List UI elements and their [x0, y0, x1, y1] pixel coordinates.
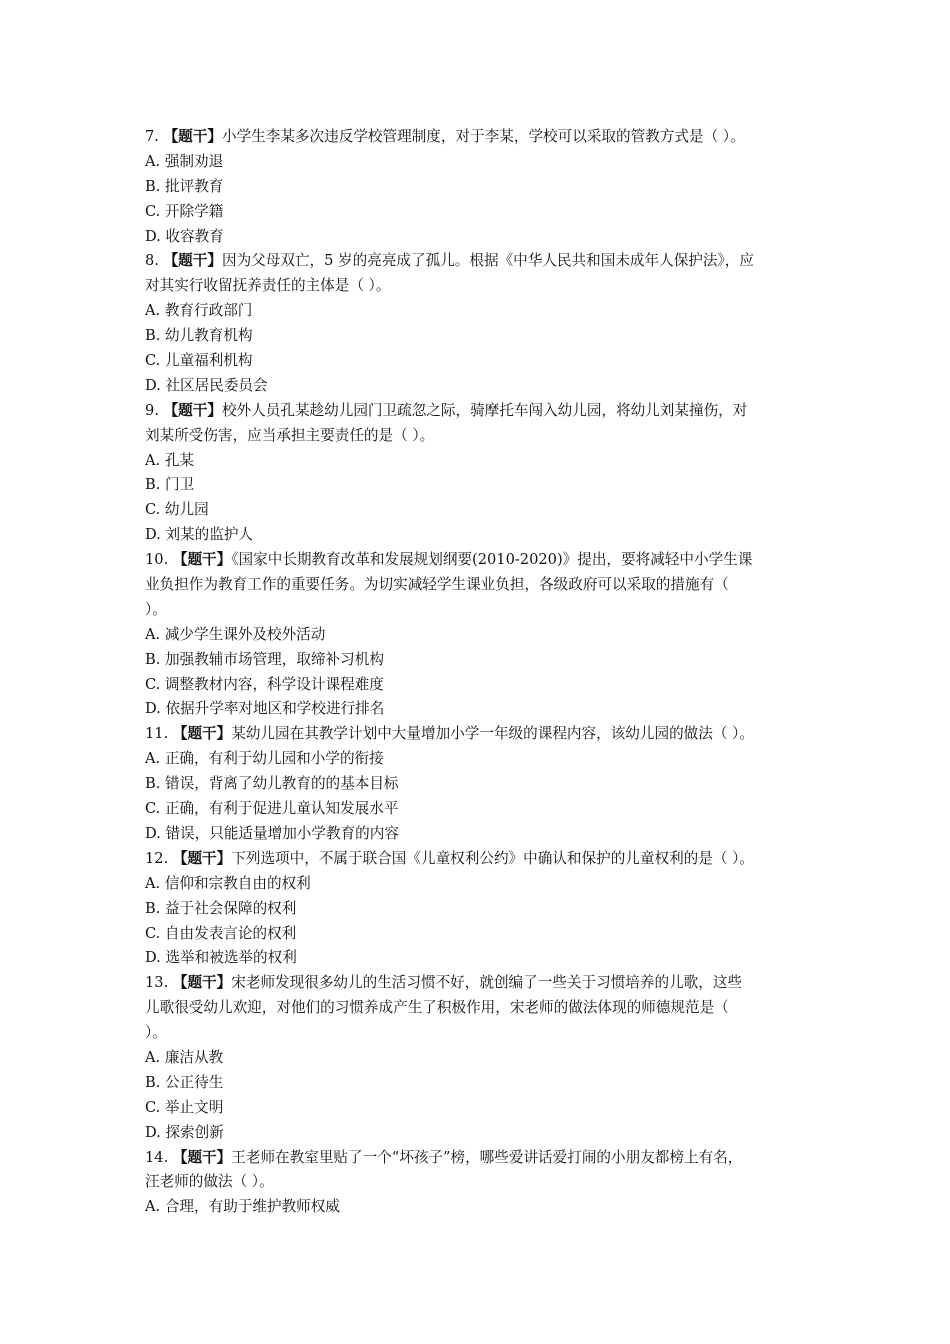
- question-block: [145, 971, 825, 1145]
- question-stem-line: [145, 598, 825, 623]
- question-number: 12.: [145, 849, 173, 867]
- answer-option: B. 门卫: [145, 476, 195, 494]
- answer-option: B. 公正待生: [145, 1073, 224, 1091]
- question-block: [145, 847, 825, 971]
- question-stem-text: ）。: [145, 600, 167, 618]
- question-stem-line: [145, 274, 825, 299]
- question-block: [145, 399, 825, 548]
- answer-option: A. 廉洁从教: [145, 1048, 224, 1066]
- answer-option: A. 孔某: [145, 451, 195, 469]
- question-tag: 【题干】: [163, 252, 222, 270]
- question-stem-text: 因为父母双亡，5 岁的亮亮成了孤儿。根据《中华人民共和国未成年人保护法》，应: [221, 252, 754, 270]
- question-stem-line: [145, 424, 825, 449]
- answer-option: A. 正确，有利于幼儿园和小学的衔接: [145, 750, 384, 768]
- question-stem-line: [145, 1146, 825, 1171]
- question-number: 9.: [145, 401, 164, 419]
- question-stem-text: 《国家中长期教育改革和发展规划纲要(2010-2020)》提出，要将减轻中小学生课: [231, 551, 753, 569]
- answer-option: B. 批评教育: [145, 177, 224, 195]
- question-block: [145, 249, 825, 398]
- question-stem-line: [145, 548, 825, 573]
- question-tag: 【题干】: [172, 1148, 232, 1166]
- answer-option: B. 幼儿教育机构: [145, 327, 253, 345]
- answer-option: A. 教育行政部门: [145, 302, 253, 320]
- question-stem-text: 某幼儿园在其教学计划中大量增加小学一年级的课程内容，该幼儿园的做法（ ）。: [231, 725, 754, 743]
- question-stem-text: 宋老师发现很多幼儿的生活习惯不好，就创编了一些关于习惯培养的儿歌，这些: [231, 974, 743, 992]
- answer-option: D. 刘某的监护人: [145, 526, 254, 544]
- answer-option: D. 社区居民委员会: [145, 376, 268, 394]
- answer-option: B. 益于社会保障的权利: [145, 899, 297, 917]
- question-stem-text: 王老师在教室里贴了一个“坏孩子”榜，哪些爱讲话爱打闹的小朋友都榜上有名，: [231, 1148, 743, 1166]
- question-tag: 【题干】: [172, 849, 232, 867]
- answer-option: A. 减少学生课外及校外活动: [145, 625, 326, 643]
- question-stem-text: ）。: [145, 1024, 167, 1042]
- answer-option: B. 错误，背离了幼儿教育的的基本目标: [145, 775, 399, 793]
- answer-option: C. 幼儿园: [145, 501, 209, 519]
- answer-option: D. 探索创新: [145, 1123, 224, 1141]
- question-stem-line: [145, 996, 825, 1021]
- question-stem-line: [145, 573, 825, 598]
- question-tag: 【题干】: [172, 974, 232, 992]
- question-stem-line: [145, 249, 825, 274]
- question-stem-line: [145, 1021, 825, 1046]
- question-block: [145, 548, 825, 722]
- question-stem-line: [145, 971, 825, 996]
- answer-option: D. 错误，只能适量增加小学教育的内容: [145, 824, 399, 842]
- question-stem-line: [145, 1170, 825, 1195]
- answer-option: C. 儿童福利机构: [145, 352, 253, 370]
- answer-option: D. 收容教育: [145, 227, 224, 245]
- question-stem-text: 刘某所受伤害，应当承担主要责任的是（ ）。: [145, 426, 435, 444]
- question-stem-text: 下列选项中，不属于联合国《儿童权利公约》中确认和保护的儿童权利的是（ ）。: [231, 849, 754, 867]
- question-block: [145, 1146, 825, 1221]
- question-stem-line: [145, 847, 825, 872]
- document-page: [145, 125, 825, 1220]
- answer-option: A. 信仰和宗教自由的权利: [145, 874, 311, 892]
- answer-option: C. 调整教材内容，科学设计课程难度: [145, 675, 384, 693]
- answer-option: D. 选举和被选举的权利: [145, 949, 297, 967]
- question-number: 13.: [145, 974, 173, 992]
- question-stem-line: [145, 399, 825, 424]
- question-tag: 【题干】: [163, 128, 222, 145]
- question-stem-text: 小学生李某多次违反学校管理制度，对于李某，学校可以采取的管教方式是（ ）。: [221, 128, 745, 145]
- question-stem-text: 对其实行收留抚养责任的主体是（ ）。: [145, 277, 391, 295]
- question-number: 8.: [145, 252, 164, 270]
- question-block: [145, 722, 825, 846]
- question-block: [145, 125, 825, 249]
- question-tag: 【题干】: [172, 551, 232, 569]
- question-stem-line: [145, 722, 825, 747]
- question-stem-text: 校外人员孔某趁幼儿园门卫疏忽之际，骑摩托车闯入幼儿园，将幼儿刘某撞伤，对: [221, 401, 748, 419]
- question-tag: 【题干】: [163, 401, 222, 419]
- question-number: 14.: [145, 1148, 173, 1166]
- question-stem-line: [145, 125, 825, 150]
- question-tag: 【题干】: [172, 725, 232, 743]
- answer-option: C. 自由发表言论的权利: [145, 924, 297, 942]
- question-stem-text: 业负担作为教育工作的重要任务。为切实减轻学生课业负担，各级政府可以采取的措施有（: [145, 576, 729, 594]
- answer-option: A. 强制劝退: [145, 152, 224, 170]
- question-number: 11.: [145, 725, 173, 743]
- answer-option: B. 加强教辅市场管理，取缔补习机构: [145, 650, 384, 668]
- answer-option: C. 开除学籍: [145, 202, 224, 220]
- question-list: [145, 125, 825, 1220]
- answer-option: A. 合理，有助于维护教师权威: [145, 1198, 340, 1216]
- question-number: 10.: [145, 551, 173, 569]
- question-stem-text: 汪老师的做法（ ）。: [145, 1173, 274, 1191]
- question-stem-text: 儿歌很受幼儿欢迎，对他们的习惯养成产生了积极作用，宋老师的做法体现的师德规范是（: [145, 999, 729, 1017]
- answer-option: C. 正确，有利于促进儿童认知发展水平: [145, 800, 399, 818]
- answer-option: D. 依据升学率对地区和学校进行排名: [145, 700, 385, 718]
- answer-option: C. 举止文明: [145, 1098, 224, 1116]
- question-number: 7.: [145, 128, 164, 145]
